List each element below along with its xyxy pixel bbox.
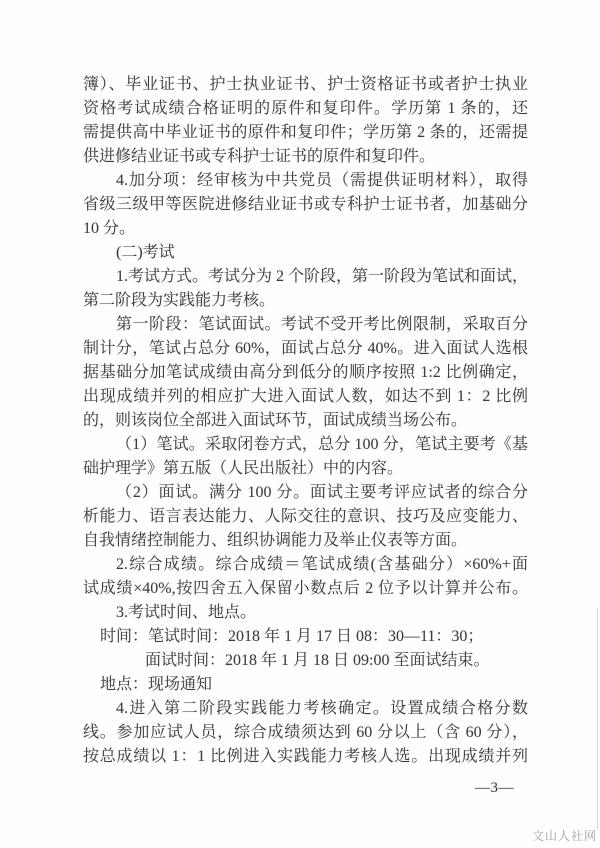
text-line: 析能力、语言表达能力、人际交往的意识、技巧及应变能力、 [83, 508, 528, 525]
text-line: 资格考试成绩合格证明的原件和复印件。学历第 1 条的，还 [83, 100, 528, 117]
text-line: 10 分。 [83, 220, 136, 237]
text-line: (二)考试 [116, 244, 175, 261]
text-line: 第一阶段：笔试面试。考试不受开考比例限制，采取百分 [116, 316, 528, 333]
page-number: —3— [475, 780, 514, 796]
text-line: 自我情绪控制能力、组织协调能力及举止仪表等方面。 [83, 532, 468, 549]
text-line: 试成绩×40%,按四舍五入保留小数点后 2 位予以计算并公布。 [83, 580, 528, 597]
text-line: 按总成绩以 1：1 比例进入实践能力考核人选。出现成绩并列 [83, 748, 528, 765]
text-line: 1.考试方式。考试分为 2 个阶段，第一阶段为笔试和面试， [116, 268, 529, 285]
text-line: 3.考试时间、地点。 [116, 604, 257, 621]
text-line: 时间：笔试时间：2018 年 1 月 17 日 08：30—11：30； [100, 628, 484, 645]
text-line: 出现成绩并列的相应扩大进入面试人数，如达不到 1：2 比例 [83, 388, 528, 405]
text-line: （2）面试。满分 100 分。面试主要考评应试者的综合分 [116, 484, 528, 501]
text-line: 础护理学》第五版（人民出版社）中的内容。 [83, 460, 404, 477]
watermark-text: 文山人社网 [531, 829, 597, 843]
text-line: 的，则该岗位全部进入面试环节，面试成绩当场公布。 [83, 412, 468, 429]
scan-artifact-line [597, 608, 598, 830]
text-line: 簿）、毕业证书、护士执业证书、护士资格证书或者护士执业 [83, 76, 528, 93]
text-line: 2.综合成绩。综合成绩＝笔试成绩(含基础分）×60%+面 [116, 556, 528, 573]
text-line: 地点：现场通知 [100, 676, 213, 693]
text-line: （1）笔试。采取闭卷方式，总分 100 分，笔试主要考《基 [116, 436, 528, 453]
text-line: 省级三级甲等医院进修结业证书或专科护士证书者，加基础分 [83, 196, 528, 213]
text-line: 据基础分加笔试成绩由高分到低分的顺序按照 1:2 比例确定， [83, 364, 528, 381]
text-line: 面试时间：2018 年 1 月 18 日 09:00 至面试结束。 [145, 652, 490, 669]
text-line: 供进修结业证书或专科护士证书的原件和复印件。 [83, 148, 436, 165]
text-line: 4.进入第二阶段实践能力考核确定。设置成绩合格分数 [116, 700, 528, 717]
text-line: 需提供高中毕业证书的原件和复印件；学历第 2 条的，还需提 [83, 124, 528, 141]
document-body [83, 73, 528, 769]
text-line: 制计分，笔试占总分 60%，面试占总分 40%。进入面试人选根 [83, 340, 528, 357]
text-line: 第二阶段为实践能力考核。 [83, 292, 276, 309]
text-line: 线。参加应试人员，综合成绩须达到 60 分以上（含 60 分）， [83, 724, 528, 741]
text-line: 4.加分项：经审核为中共党员（需提供证明材料），取得 [116, 172, 528, 189]
